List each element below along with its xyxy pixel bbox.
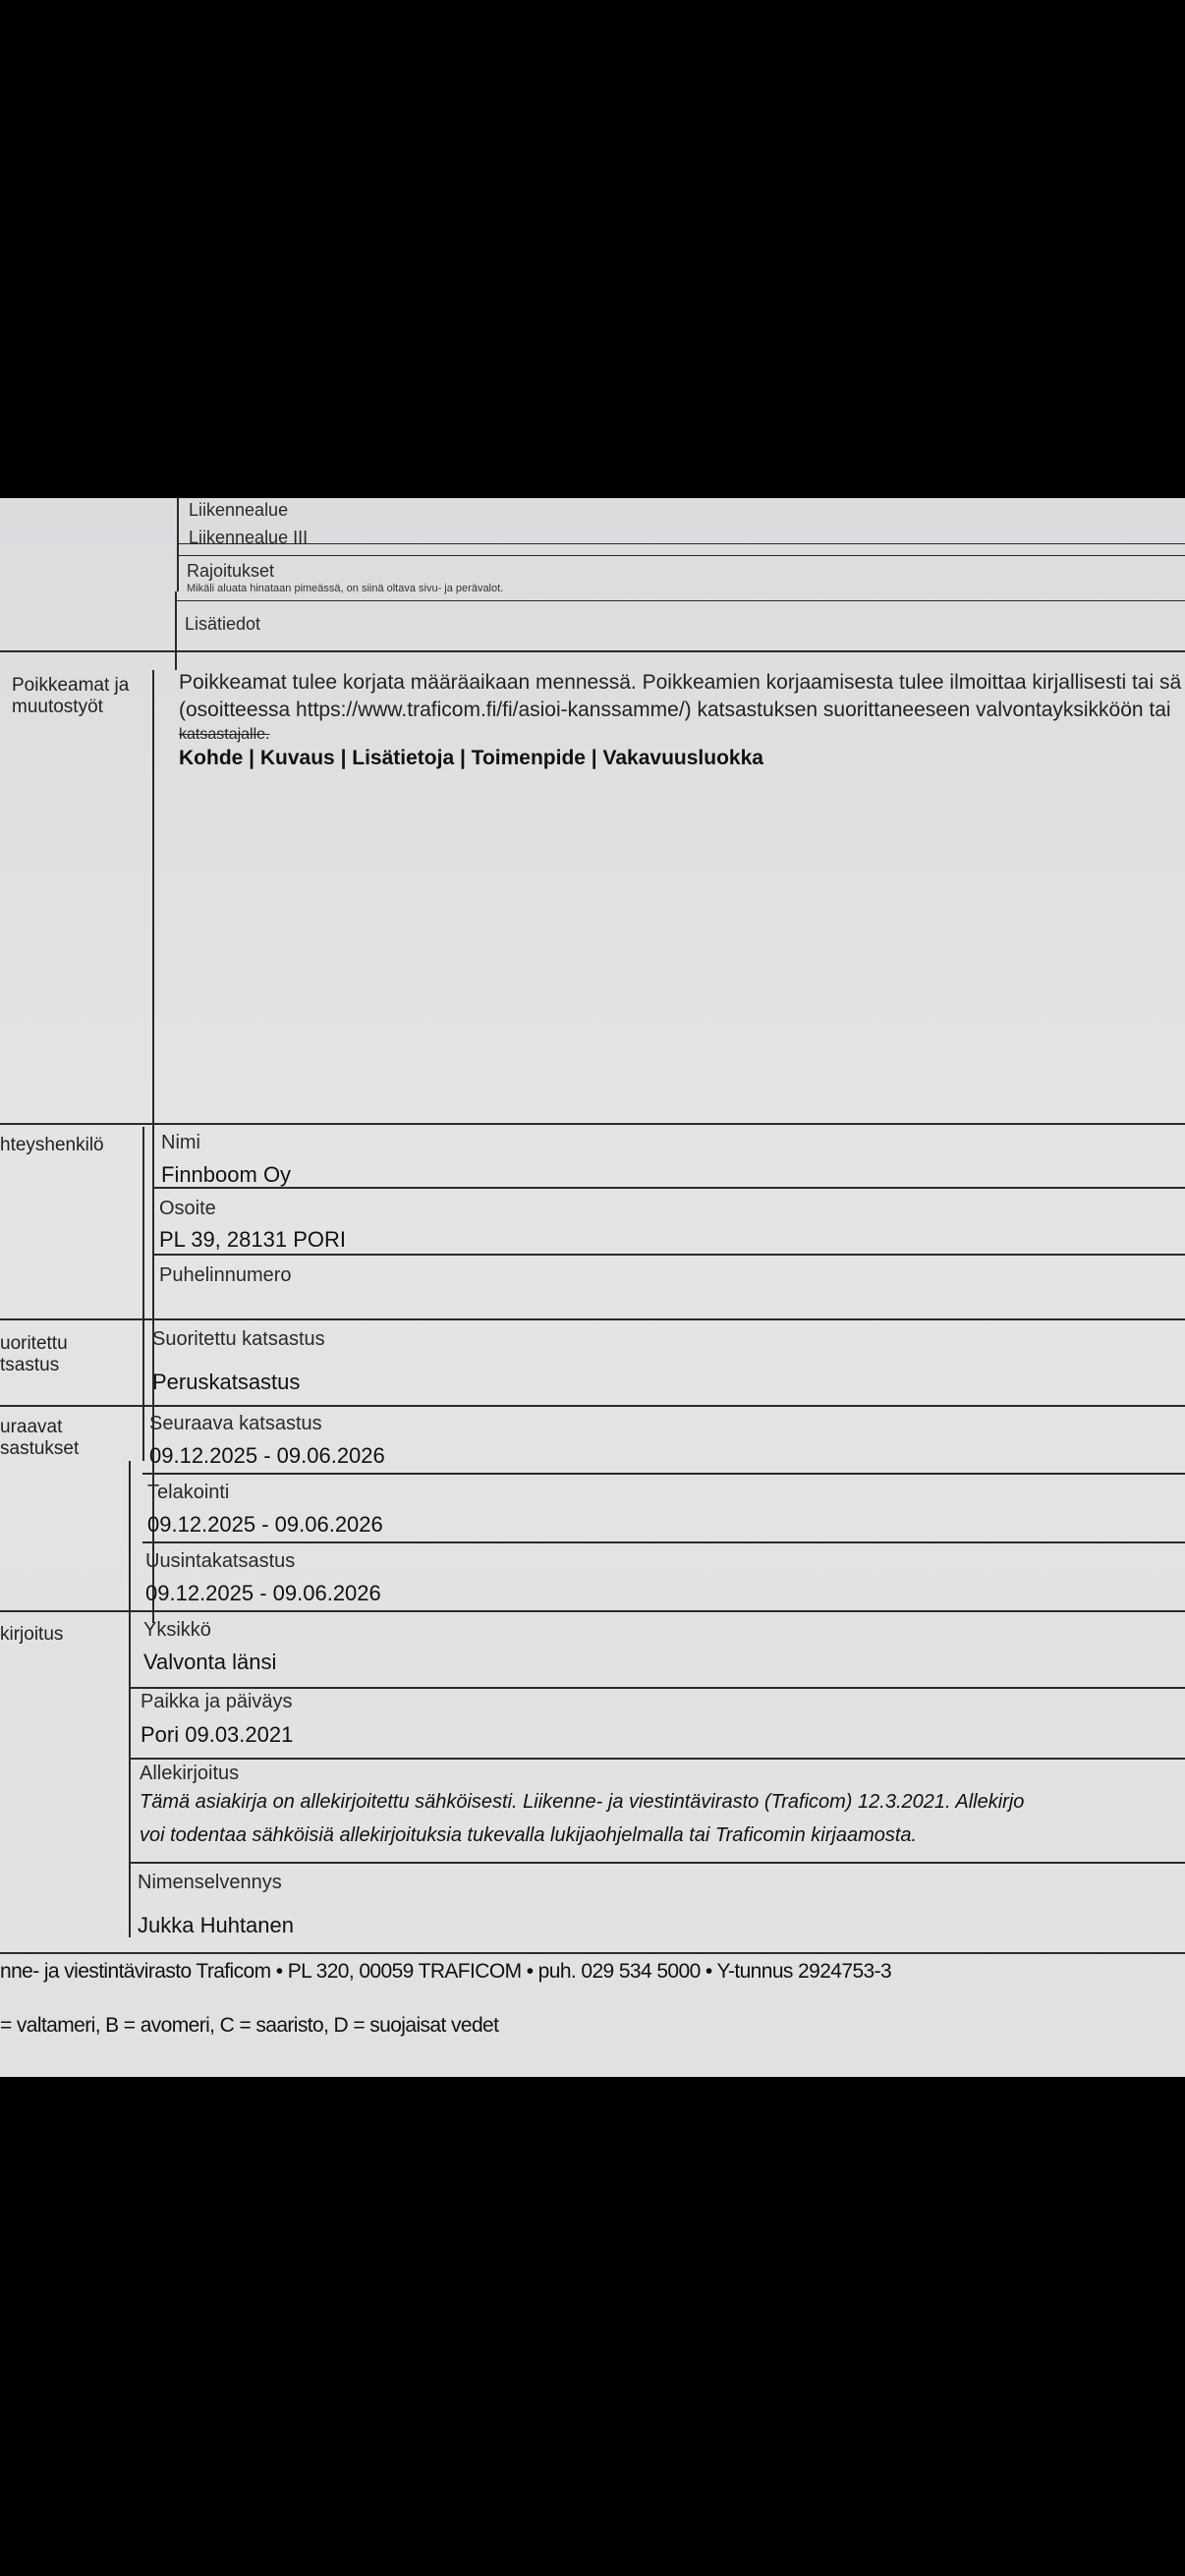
telakointi-value: 09.12.2025 - 09.06.2026 — [147, 1512, 383, 1537]
rule — [142, 1473, 1185, 1475]
seuraavat-section-label: uraavat sastukset — [0, 1417, 80, 1459]
rule — [0, 1610, 1185, 1612]
seuraava-katsastus-value: 09.12.2025 - 09.06.2026 — [149, 1443, 385, 1468]
rule — [152, 1254, 1185, 1256]
suoritettu-katsastus-value: Peruskatsastus — [152, 1370, 301, 1394]
yksikko-label: Yksikkö — [143, 1619, 211, 1641]
footer-legend: = valtameri, B = avomeri, C = saaristo, D = suojaisat vedet — [0, 2014, 499, 2037]
osoite-value: PL 39, 28131 PORI — [159, 1227, 346, 1252]
allekirjoitus-text-2: voi todentaa sähköisiä allekirjoituksia tukevalla lukijaohjelmalla tai Traficomin kirjaamosta. — [140, 1824, 918, 1846]
poikkeamat-line-2: (osoitteessa https://www.traficom.fi/fi/asioi-kanssamme/) katsastuksen suorittaneeseen valvontayksikköön tai — [179, 699, 1171, 721]
paikka-paivays-value: Pori 09.03.2021 — [141, 1722, 294, 1747]
rule — [142, 1541, 1185, 1543]
column-divider-poikkeamat — [152, 670, 154, 1623]
nimi-label: Nimi — [161, 1132, 200, 1153]
rajoitukset-note: Mikäli aluata hinataan pimeässä, on siinä oltava sivu- ja perävalot. — [187, 583, 504, 594]
rule — [177, 555, 1185, 556]
rule — [129, 1758, 1185, 1760]
column-divider-top — [177, 498, 179, 591]
rule — [0, 1952, 1185, 1954]
rajoitukset-label: Rajoitukset — [187, 561, 275, 581]
document-photo — [0, 498, 1185, 2077]
liikennealue-value: Liikennealue III — [189, 528, 309, 547]
liikennealue-label: Liikennealue — [189, 500, 289, 520]
poikkeamat-section-label: Poikkeamat ja muutostyöt — [12, 675, 130, 717]
rule — [129, 1862, 1185, 1864]
uusintakatsastus-value: 09.12.2025 - 09.06.2026 — [145, 1581, 381, 1605]
allekirjoitus-label: Allekirjoitus — [140, 1763, 240, 1784]
rule — [177, 600, 1185, 601]
paikka-paivays-label: Paikka ja päiväys — [141, 1691, 293, 1712]
yhteyshenkilo-section-label: hteyshenkilö — [0, 1135, 104, 1155]
rule — [177, 543, 1185, 544]
footer-address: nne- ja viestintävirasto Traficom • PL 320, 00059 TRAFICOM • puh. 029 534 5000 • Y-tunnus 2924753-3 — [0, 1960, 892, 1983]
yksikko-value: Valvonta länsi — [143, 1650, 277, 1674]
suoritettu-section-label: uoritettu tsastus — [0, 1333, 68, 1375]
lisatiedot-label: Lisätiedot — [185, 614, 261, 634]
rule — [129, 1687, 1185, 1689]
seuraava-katsastus-label: Seuraava katsastus — [149, 1413, 322, 1434]
rule — [0, 1318, 1185, 1320]
rule — [0, 650, 1185, 652]
telakointi-label: Telakointi — [147, 1482, 230, 1503]
poikkeamat-column-headers: Kohde | Kuvaus | Lisätietoja | Toimenpide | Vakavuusluokka — [179, 747, 763, 769]
uusintakatsastus-label: Uusintakatsastus — [145, 1550, 296, 1572]
allekirjoitus-section-label: kirjoitus — [0, 1624, 64, 1645]
allekirjoitus-text-1: Tämä asiakirja on allekirjoitettu sähköisesti. Liikenne- ja viestintävirasto (Traficom) 12.3.2021. Allekirjo — [140, 1791, 1025, 1813]
osoite-label: Osoite — [159, 1198, 216, 1219]
nimenselvennys-label: Nimenselvennys — [138, 1872, 282, 1893]
column-divider-bottom — [129, 1461, 131, 1937]
poikkeamat-line-1: Poikkeamat tulee korjata määräaikaan mennessä. Poikkeamien korjaamisesta tulee ilmoittaa kirjallisesti tai sä — [179, 671, 1182, 694]
column-divider-upper — [175, 591, 177, 670]
rule — [0, 1123, 1185, 1125]
puhelinnumero-label: Puhelinnumero — [159, 1264, 292, 1286]
poikkeamat-line-3: katsastajalle. — [179, 726, 270, 743]
nimi-value: Finnboom Oy — [161, 1162, 292, 1187]
rule — [0, 1405, 1185, 1407]
suoritettu-katsastus-label: Suoritettu katsastus — [152, 1328, 325, 1350]
rule — [152, 1187, 1185, 1189]
nimenselvennys-value: Jukka Huhtanen — [138, 1913, 294, 1937]
column-divider-lower — [142, 1127, 144, 1461]
